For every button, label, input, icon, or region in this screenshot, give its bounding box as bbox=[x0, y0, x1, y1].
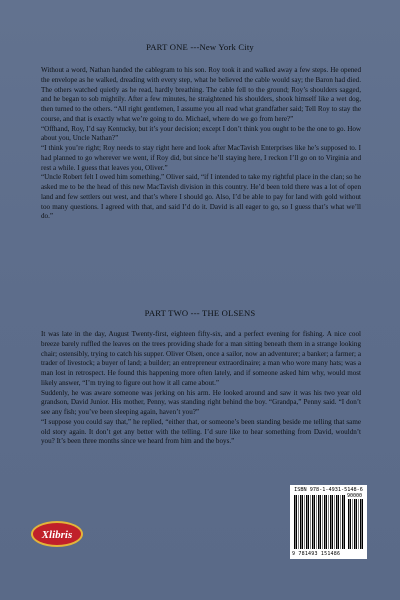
barcode-bar bbox=[312, 495, 314, 549]
barcode-bar bbox=[326, 495, 327, 549]
barcode-bar bbox=[348, 499, 350, 549]
barcode-bar bbox=[324, 495, 326, 549]
addon-number: 90000 bbox=[347, 493, 363, 499]
barcode-bar bbox=[359, 499, 360, 549]
paragraph: “I think you’re right; Roy needs to stay right here and look after MacTavish Enterprises like he’s supposed to. I had planned to go wherever we went, if Roy did, but since he’ll staying here, I reckon I’ll go on to Virginia and rest a while. I guess that leaves you, Oliver.” bbox=[41, 144, 361, 172]
barcode-bar bbox=[353, 499, 354, 549]
barcode-bar bbox=[320, 495, 321, 549]
barcode-bar bbox=[336, 495, 338, 549]
barcode-bar bbox=[302, 495, 303, 549]
publisher-name: Xlibris bbox=[41, 529, 73, 541]
part-two-text bbox=[41, 330, 361, 447]
barcode-bar bbox=[323, 495, 324, 549]
ean-barcode-bars bbox=[294, 495, 346, 549]
barcode-bar bbox=[329, 495, 330, 549]
barcode-bar bbox=[344, 495, 345, 549]
paragraph: It was late in the day, August Twenty-first, eighteen fifty-six, and a perfect evening for fishing. A nice cool breeze barely ruffled the leaves on the trees providing shade for a man sitting beneath them in a strange looking chair; ostensibly, trying to catch his supper. Oliver Olsen, once a sailor, now an adventurer; a banker; a farmer; a trader of livestock; a buyer of land; a builder; an entrepreneur extraordinaire; a man who wore many hats; was a man lost in retrospect. He found this happening more often lately, and if someone asked him why, would most likely answer, “I’m trying to figure out how it all came about.” bbox=[41, 330, 361, 387]
barcode-bar bbox=[305, 495, 306, 549]
barcode-bar bbox=[350, 499, 351, 549]
barcode-bar bbox=[335, 495, 336, 549]
paragraph: “Uncle Robert felt I owed him something,” Oliver said, “if I intended to take my rightful place in the clan; so he asked me to be the head of this new MacTavish division in this country. He’d been told there was a lot of open land and few settlers out west, and that’s where I should go. Also, I’d be able to pay for land with gold without too many questions. I agreed with that, and said I’d do it. David is all eager to go, so I guess that’s what we’ll do.” bbox=[41, 173, 361, 221]
barcode-bar bbox=[360, 499, 362, 549]
barcode-bar bbox=[341, 495, 342, 549]
barcode-bar bbox=[300, 495, 302, 549]
barcode-bar bbox=[296, 495, 297, 549]
barcode-bar bbox=[294, 495, 296, 549]
barcode-bar bbox=[354, 499, 356, 549]
part-one-heading: PART ONE ---New York City bbox=[146, 42, 254, 52]
barcode-bar bbox=[362, 499, 363, 549]
barcode-bar bbox=[317, 495, 318, 549]
barcode-bar bbox=[330, 495, 332, 549]
barcode-bar bbox=[299, 495, 300, 549]
part-one-text bbox=[41, 66, 361, 222]
barcode-bar bbox=[311, 495, 312, 549]
barcode bbox=[290, 485, 367, 559]
ean-number: 9 781493 151486 bbox=[292, 551, 341, 557]
barcode-bar bbox=[306, 495, 308, 549]
paragraph: Without a word, Nathan handed the cablegram to his son. Roy took it and walked away a few steps. He opened the envelope as he walked, dreading with every step, what he believed the cable would say; the Baron had died. The others watched quietly as he read, hardly breathing. The cable fell to the ground; Roy’s shoulders sagged, and he began to sob mightily. After a few minutes, he straightened his shoulders, shook himself like a wet dog, then turned to the others. “All right gentlemen, I assume you all read what grandfather said; Tell Roy to stay the course, and that is exactly what we’re going to do. Michael, where do we go from here?” bbox=[41, 66, 361, 123]
barcode-bar bbox=[338, 495, 339, 549]
barcode-bar bbox=[308, 495, 309, 549]
barcode-bar bbox=[356, 499, 357, 549]
part-two-heading: PART TWO --- THE OLSENS bbox=[144, 308, 256, 318]
paragraph: “I suppose you could say that,” he replied, “either that, or someone’s been standing beside me telling that same old story again. It don’t get any better with the telling. I’d sure like to hear something from David, wouldn’t you? It’s been three months since we heard from him and the boys.” bbox=[41, 417, 361, 446]
barcode-bar bbox=[318, 495, 320, 549]
publisher-logo bbox=[30, 520, 84, 548]
barcode-bar bbox=[314, 495, 315, 549]
isbn-label: ISBN 978-1-4931-5148-6 bbox=[294, 487, 363, 493]
paragraph: Suddenly, he was aware someone was jerking on his arm. He looked around and saw it was his two year old grandson, David Junior. His mother, Penny, was standing right behind the boy. “Grandpa,” Penny said. “I don’t see any fish; you’ve been sleeping again, haven’t you?” bbox=[41, 388, 361, 416]
paragraph: “Offhand, Roy, I’d say Kentucky, but it’s your decision; except I don’t think you ought to be the one to go. How about you, Uncle Nathan?” bbox=[41, 124, 361, 143]
barcode-bar bbox=[332, 495, 333, 549]
addon-barcode-bars bbox=[348, 499, 364, 549]
barcode-bar bbox=[342, 495, 344, 549]
